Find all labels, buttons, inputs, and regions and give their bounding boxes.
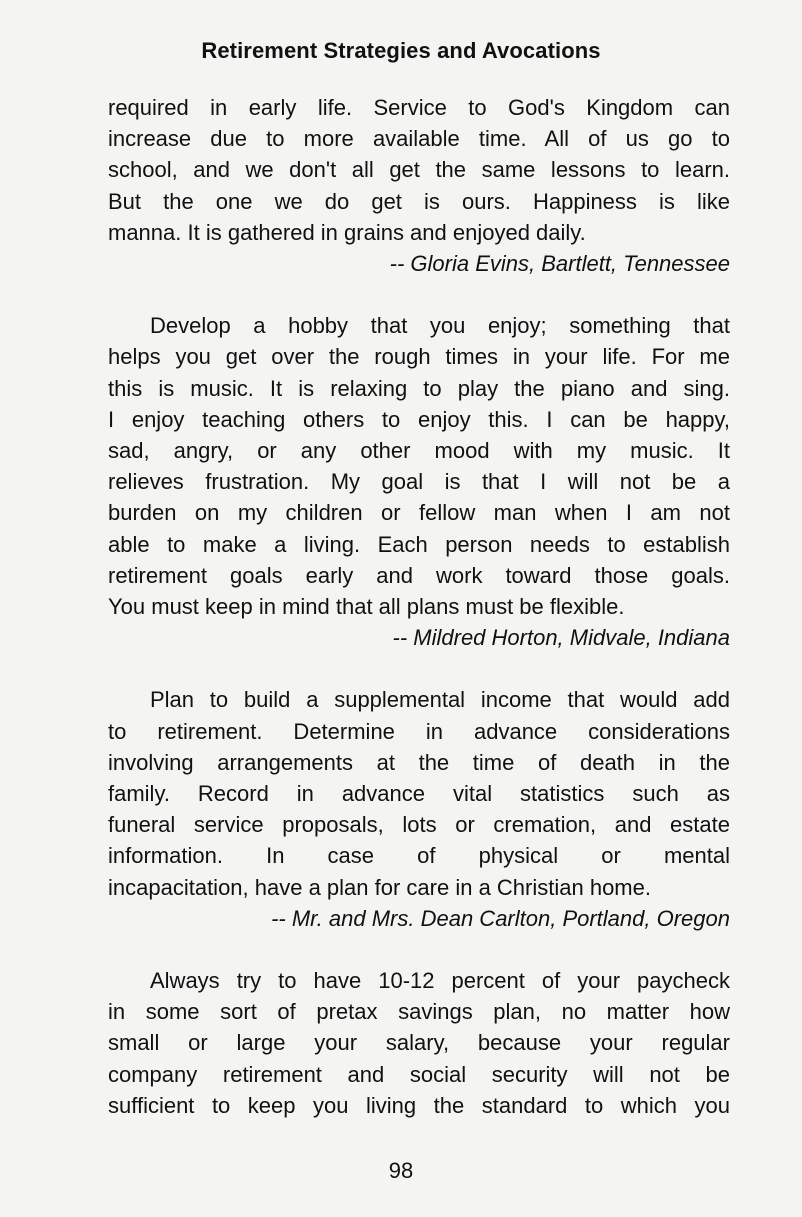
paragraph-line: small or large your salary, because your regular: [108, 1030, 730, 1056]
paragraph-line: helps you get over the rough times in your life. For me: [108, 344, 730, 370]
paragraph-gap: [108, 934, 730, 965]
paragraph-line: manna. It is gathered in grains and enjoyed daily.: [108, 219, 586, 245]
paragraph-line: relieves frustration. My goal is that I will not be a: [108, 469, 730, 495]
paragraph-line: Develop a hobby that you enjoy; something that: [150, 313, 730, 339]
paragraph-4: [108, 965, 730, 1121]
paragraph-line: to retirement. Determine in advance considerations: [108, 718, 730, 744]
paragraph-line: information. In case of physical or mental: [108, 843, 730, 869]
paragraph-line: in some sort of pretax savings plan, no matter how: [108, 999, 730, 1025]
paragraph-3: [108, 684, 730, 902]
attribution-3: -- Mr. and Mrs. Dean Carlton, Portland, Oregon: [271, 905, 730, 931]
body-text: [108, 92, 730, 1121]
paragraph-line: Always try to have 10-12 percent of your paycheck: [150, 968, 730, 994]
paragraph-line: burden on my children or fellow man when I am not: [108, 500, 730, 526]
paragraph-line: able to make a living. Each person needs to establish: [108, 531, 730, 557]
paragraph-1: [108, 92, 730, 248]
paragraph-line: You must keep in mind that all plans must be flexible.: [108, 594, 625, 620]
attribution-2: -- Mildred Horton, Midvale, Indiana: [392, 625, 730, 651]
paragraph-line: school, and we don't all get the same lessons to learn.: [108, 157, 730, 183]
paragraph-line: increase due to more available time. All of us go to: [108, 126, 730, 152]
paragraph-line: company retirement and social security will not be: [108, 1061, 730, 1087]
paragraph-line: family. Record in advance vital statistics such as: [108, 781, 730, 807]
attribution-1: -- Gloria Evins, Bartlett, Tennessee: [389, 251, 730, 277]
paragraph-line: Plan to build a supplemental income that would add: [150, 687, 730, 713]
paragraph-line: incapacitation, have a plan for care in a Christian home.: [108, 874, 651, 900]
paragraph-line: retirement goals early and work toward those goals.: [108, 562, 730, 588]
paragraph-line: involving arrangements at the time of death in the: [108, 749, 730, 775]
paragraph-2: [108, 310, 730, 622]
paragraph-line: required in early life. Service to God's Kingdom can: [108, 95, 730, 120]
paragraph-gap: [108, 279, 730, 310]
paragraph-gap: [108, 653, 730, 684]
paragraph-line: I enjoy teaching others to enjoy this. I can be happy,: [108, 406, 730, 432]
paragraph-line: sad, angry, or any other mood with my music. It: [108, 438, 730, 464]
paragraph-line: this is music. It is relaxing to play the piano and sing.: [108, 375, 730, 401]
paragraph-line: funeral service proposals, lots or cremation, and estate: [108, 812, 730, 838]
running-header: Retirement Strategies and Avocations: [201, 38, 601, 63]
paragraph-line: sufficient to keep you living the standard to which you: [108, 1092, 730, 1118]
page-number: 98: [388, 1158, 414, 1183]
paragraph-line: But the one we do get is ours. Happiness is like: [108, 188, 730, 214]
